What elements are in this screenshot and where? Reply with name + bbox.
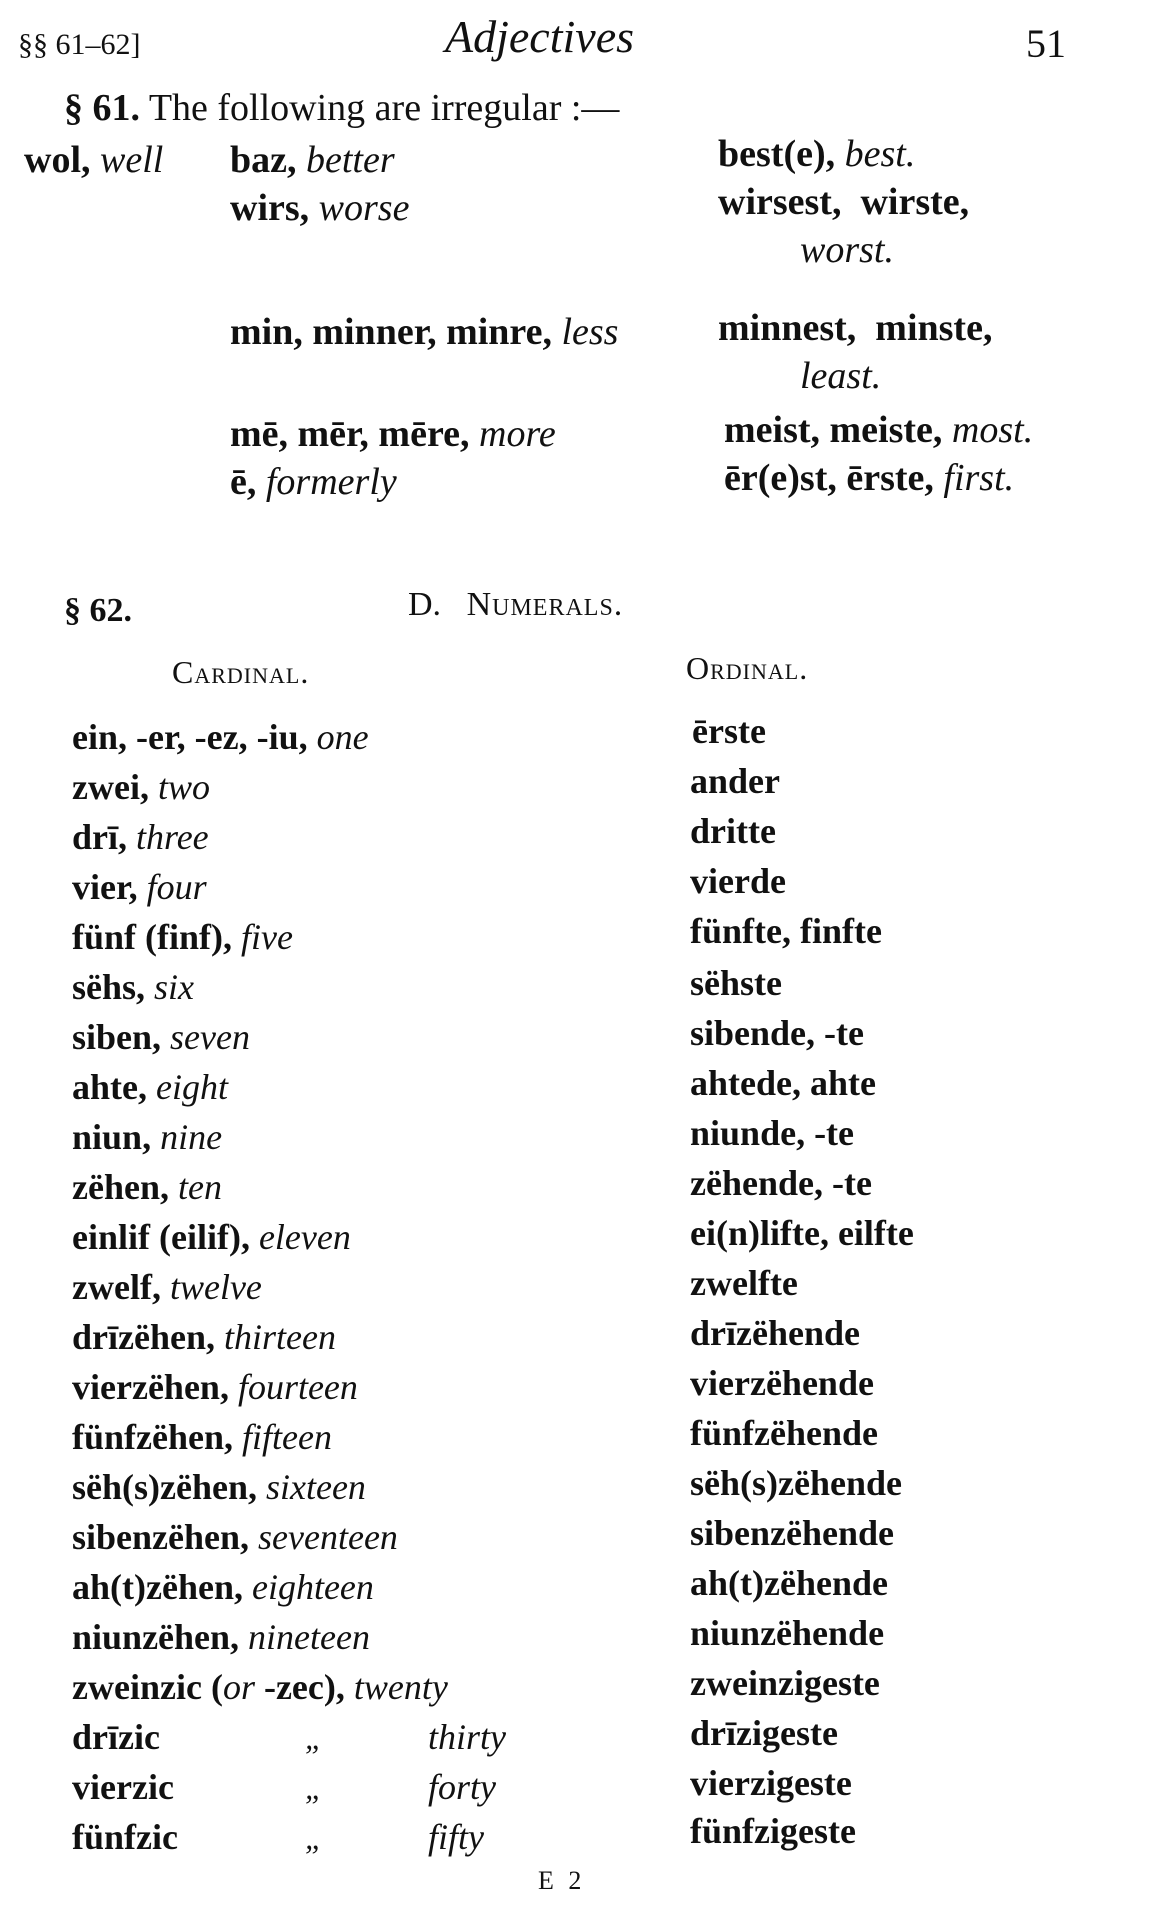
- cardinal-gloss: seven: [170, 1017, 250, 1057]
- cardinal-gloss: five: [241, 917, 293, 957]
- running-head-sections: §§ 61–62]: [18, 28, 141, 61]
- cardinal-word: ah(t)zëhen,: [72, 1567, 243, 1607]
- ordinal-word: ei(n)lifte, eilfte: [690, 1213, 914, 1253]
- ordinal-word: ander: [690, 761, 780, 801]
- cardinal-gloss: thirteen: [223, 1317, 336, 1357]
- numeral-row: [0, 1513, 1156, 1566]
- irregular-superlative: wirsest, wirste,: [718, 181, 970, 223]
- cardinal-word: fünfzëhen,: [72, 1417, 233, 1457]
- section-62-heading: D. Numerals.: [408, 586, 624, 623]
- cardinal-word: niunzëhen,: [72, 1617, 240, 1657]
- ditto-mark: „: [305, 1770, 323, 1806]
- ordinal-word: fünfzëhende: [690, 1413, 878, 1453]
- irregular-superlative: meist, meiste, most.: [724, 409, 1034, 451]
- cardinal-word: ein, -er, -ez, -iu,: [72, 717, 308, 757]
- irregular-comparative: baz, better: [230, 139, 395, 181]
- numeral-row: [0, 1163, 1156, 1216]
- ordinal-word: ah(t)zëhende: [690, 1563, 888, 1603]
- cardinal-gloss: thirty: [428, 1717, 506, 1757]
- ordinal-word: zëhende, -te: [690, 1163, 872, 1203]
- ordinal-word: vierzëhende: [690, 1363, 874, 1403]
- numeral-row: [0, 1613, 1156, 1666]
- cardinal-word: vierzic: [72, 1767, 174, 1807]
- cardinal-word: niun,: [72, 1117, 152, 1157]
- numeral-row: [0, 1263, 1156, 1316]
- numeral-row: [0, 811, 1156, 866]
- cardinal-word: sibenzëhen,: [72, 1517, 250, 1557]
- cardinal-word: siben,: [72, 1017, 162, 1057]
- cardinal-word: fünfzic: [72, 1817, 178, 1857]
- numeral-row: [0, 1763, 1156, 1816]
- cardinal-word: drīzic: [72, 1717, 160, 1757]
- cardinal-gloss: nineteen: [248, 1617, 370, 1657]
- irregular-comparative: min, minner, minre, less: [230, 311, 619, 353]
- numeral-row: [0, 711, 1156, 766]
- numeral-row: [0, 1811, 1156, 1866]
- cardinal-word: sëh(s)zëhen,: [72, 1467, 257, 1507]
- irregular-superlative: minnest, minste,: [718, 307, 993, 349]
- cardinal-word: ahte,: [72, 1067, 147, 1107]
- section-61-intro: [64, 86, 619, 130]
- ordinal-word: ērste: [692, 711, 766, 751]
- irregular-superlative: best(e), best.: [718, 133, 916, 175]
- numeral-row: [0, 911, 1156, 966]
- cardinal-word: zweinzic (: [72, 1667, 223, 1707]
- cardinal-word: drīzëhen,: [72, 1317, 215, 1357]
- numeral-row: [0, 1663, 1156, 1716]
- cardinal-word: drī,: [72, 817, 128, 857]
- ordinal-word: vierde: [690, 861, 786, 901]
- cardinal-word: zwelf,: [72, 1267, 161, 1307]
- alternative-marker: or: [222, 1667, 255, 1707]
- section-62-label: § 62.: [64, 592, 132, 629]
- ordinal-word: dritte: [690, 811, 776, 851]
- cardinal-word: zëhen,: [72, 1167, 169, 1207]
- irregular-superlative-gloss: least.: [800, 355, 882, 397]
- ordinal-word: sëh(s)zëhende: [690, 1463, 902, 1503]
- cardinal-word: vier,: [72, 867, 138, 907]
- ordinal-word: zwelfte: [690, 1263, 798, 1303]
- ordinal-word: zweinzigeste: [690, 1663, 880, 1703]
- ordinal-column-heading: Ordinal.: [686, 650, 809, 686]
- ordinal-word: sibende, -te: [690, 1013, 864, 1053]
- cardinal-gloss: three: [136, 817, 209, 857]
- ordinal-word: sëhste: [690, 963, 782, 1003]
- cardinal-word: einlif (eilif),: [72, 1217, 250, 1257]
- ordinal-word: drīzëhende: [690, 1313, 860, 1353]
- cardinal-word-tail: -zec),: [254, 1667, 345, 1707]
- ditto-mark: „: [305, 1820, 323, 1856]
- irregular-comparative: mē, mēr, mēre, more: [230, 413, 556, 455]
- cardinal-gloss: twenty: [353, 1667, 448, 1707]
- ordinal-word: ahtede, ahte: [690, 1063, 876, 1103]
- cardinal-gloss: two: [157, 767, 210, 807]
- cardinal-word: sëhs,: [72, 967, 146, 1007]
- numeral-row: [0, 761, 1156, 816]
- irregular-comparative: ē, formerly: [230, 461, 397, 503]
- cardinal-gloss: fifty: [428, 1817, 484, 1857]
- cardinal-gloss: eighteen: [251, 1567, 374, 1607]
- numeral-row: [0, 1063, 1156, 1116]
- section-61-label: § 61.: [64, 87, 140, 129]
- cardinal-word: vierzëhen,: [72, 1367, 229, 1407]
- cardinal-gloss: fourteen: [237, 1367, 358, 1407]
- cardinal-gloss: eight: [156, 1067, 228, 1107]
- section-61-intro-text: The following are irregular :—: [148, 87, 620, 129]
- cardinal-word: zwei,: [72, 767, 149, 807]
- ordinal-word: sibenzëhende: [690, 1513, 895, 1553]
- numeral-row: [0, 1363, 1156, 1416]
- numeral-row: [0, 1563, 1156, 1616]
- cardinal-gloss: forty: [428, 1767, 496, 1807]
- cardinal-gloss: fifteen: [242, 1417, 332, 1457]
- signature-mark: E 2: [538, 1866, 586, 1895]
- cardinal-gloss: sixteen: [265, 1467, 366, 1507]
- irregular-superlative-gloss: worst.: [800, 229, 894, 271]
- numeral-row: [0, 963, 1156, 1016]
- irregular-superlative: ēr(e)st, ērste, first.: [724, 457, 1015, 499]
- numeral-row: [0, 1413, 1156, 1466]
- numeral-row: [0, 1113, 1156, 1166]
- cardinal-gloss: eleven: [258, 1217, 351, 1257]
- running-head-title: Adjectives: [445, 11, 635, 62]
- numeral-row: [0, 1213, 1156, 1266]
- cardinal-gloss: six: [154, 967, 195, 1007]
- ordinal-word: drīzigeste: [690, 1713, 838, 1753]
- irregular-comparative: wirs, worse: [230, 187, 410, 229]
- cardinal-word: fünf (finf),: [72, 917, 232, 957]
- irregular-base-word: wol, well: [24, 139, 164, 181]
- cardinal-gloss: ten: [177, 1167, 222, 1207]
- ordinal-word: niunzëhende: [690, 1613, 885, 1653]
- ditto-mark: „: [305, 1720, 323, 1756]
- numeral-row: [0, 1713, 1156, 1766]
- numeral-row: [0, 1313, 1156, 1366]
- cardinal-gloss: twelve: [169, 1267, 262, 1307]
- cardinal-gloss: four: [146, 867, 207, 907]
- ordinal-word: niunde, -te: [690, 1113, 855, 1153]
- numeral-row: [0, 1463, 1156, 1516]
- cardinal-gloss: one: [316, 717, 369, 757]
- ordinal-word: vierzigeste: [690, 1763, 852, 1803]
- ordinal-word: fünfte, finfte: [690, 911, 882, 951]
- ordinal-word: fünfzigeste: [690, 1811, 856, 1851]
- cardinal-column-heading: Cardinal.: [172, 654, 310, 690]
- cardinal-gloss: seventeen: [258, 1517, 398, 1557]
- cardinal-gloss: nine: [160, 1117, 223, 1157]
- numeral-row: [0, 861, 1156, 916]
- page-number: 51: [1026, 21, 1066, 66]
- numeral-row: [0, 1013, 1156, 1066]
